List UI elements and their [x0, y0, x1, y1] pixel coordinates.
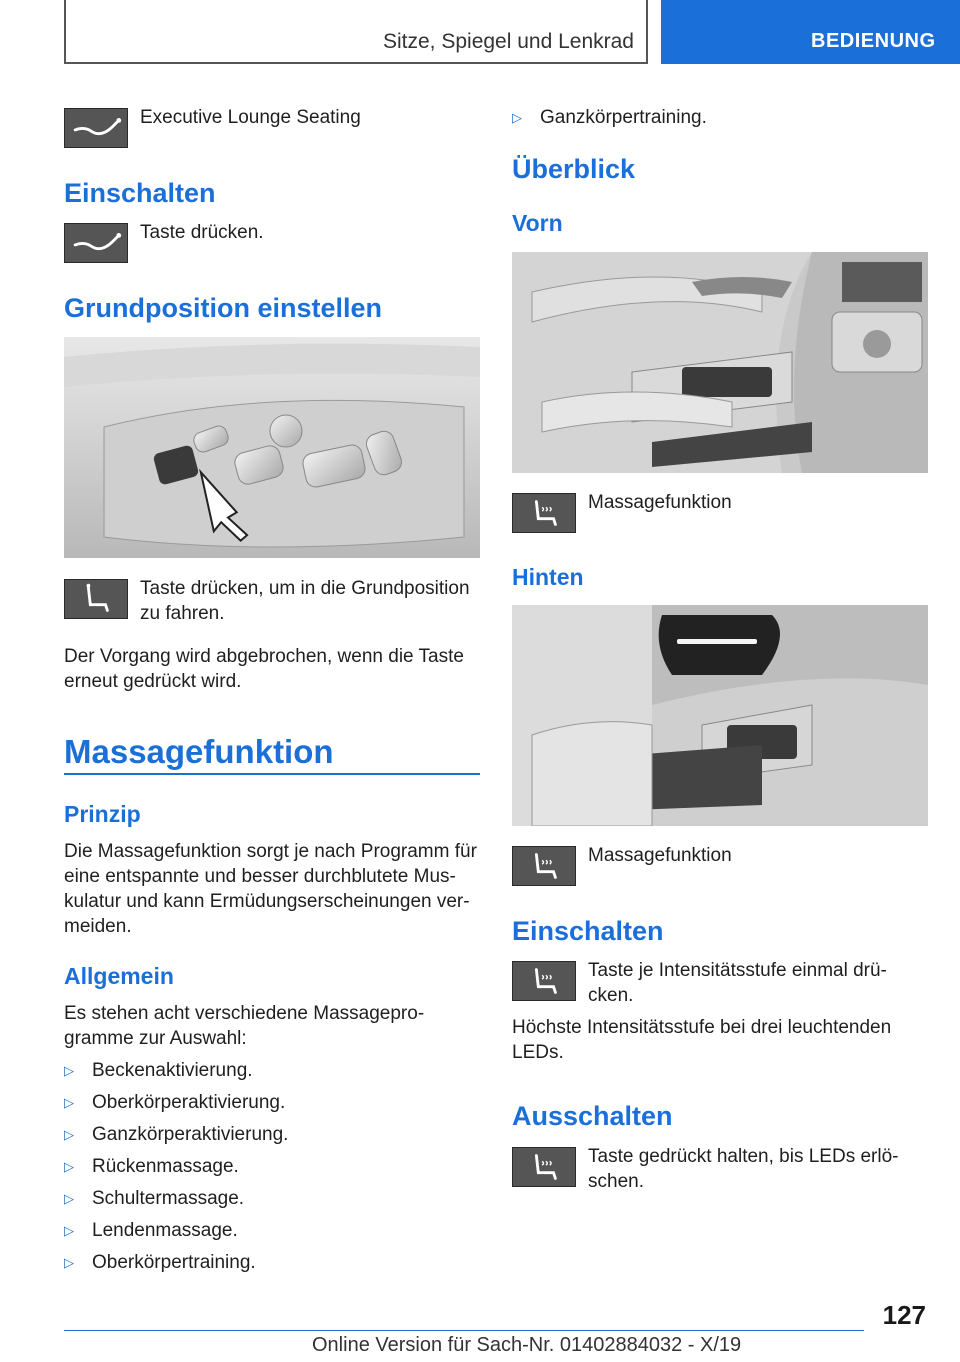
lounge-seat-icon [64, 108, 128, 148]
grundposition-caption-1: Taste drücken, um in die Grundposition [140, 578, 470, 599]
rear-door-photo [512, 605, 928, 826]
allgemein-line-2: gramme zur Auswahl: [64, 1028, 247, 1049]
allgemein-line-1: Es stehen acht verschiedene Massagepro- [64, 1003, 425, 1024]
triangle-bullet-icon: ▷ [64, 1159, 74, 1174]
basic-position-icon [64, 579, 128, 619]
chapter-tab[interactable] [661, 0, 960, 64]
triangle-bullet-icon: ▷ [64, 1127, 74, 1142]
lounge-seat-icon [64, 223, 128, 263]
prinzip-line-4: meiden. [64, 916, 132, 937]
prinzip-line-3: kulatur und kann Ermüdungserscheinungen ver- [64, 891, 470, 912]
abbruch-text-2: erneut gedrückt wird. [64, 671, 242, 692]
vorn-caption: Massagefunktion [588, 492, 732, 513]
online-version-text: Online Version für Sach-Nr. 01402884032 - X/19 [312, 1334, 742, 1356]
triangle-bullet-icon: ▷ [64, 1095, 74, 1110]
massage-heading: Massagefunktion [64, 733, 334, 770]
triangle-bullet-icon: ▷ [512, 110, 522, 125]
footer-rule [64, 1330, 864, 1331]
hinten-caption: Massagefunktion [588, 845, 732, 866]
einschalten-right-line-1: Taste je Intensitätsstufe einmal drü- [588, 960, 887, 981]
triangle-bullet-icon: ▷ [64, 1191, 74, 1206]
einschalten-heading-right: Einschalten [512, 916, 664, 946]
abbruch-text-1: Der Vorgang wird abgebrochen, wenn die Taste [64, 646, 464, 667]
massage-heading-rule [64, 773, 480, 775]
ausschalten-heading: Ausschalten [512, 1101, 673, 1131]
seat-controls-photo [64, 337, 480, 558]
einschalten-text-left: Taste drücken. [140, 222, 264, 243]
einschalten-right-line-2: cken. [588, 985, 634, 1006]
grundposition-caption-2: zu fahren. [140, 603, 225, 624]
hoechste-line-2: LEDs. [512, 1042, 564, 1063]
hoechste-line-1: Höchste Intensitätsstufe bei drei leuchtenden [512, 1017, 892, 1038]
grundposition-heading: Grundposition einstellen [64, 293, 383, 323]
massage-icon [512, 846, 576, 886]
ausschalten-line-1: Taste gedrückt halten, bis LEDs erlö- [588, 1146, 899, 1167]
chapter-label: BEDIENUNG [811, 30, 936, 52]
vorn-heading: Vorn [512, 210, 563, 236]
prinzip-line-1: Die Massagefunktion sorgt je nach Programm für [64, 841, 477, 862]
prinzip-heading: Prinzip [64, 801, 141, 827]
prinzip-line-2: eine entspannte und besser durchblutete Mus- [64, 866, 456, 887]
triangle-bullet-icon: ▷ [64, 1063, 74, 1078]
massage-icon [512, 1147, 576, 1187]
einschalten-heading-left: Einschalten [64, 178, 216, 208]
triangle-bullet-icon: ▷ [64, 1255, 74, 1270]
ausschalten-line-2: schen. [588, 1171, 644, 1192]
allgemein-heading: Allgemein [64, 963, 174, 989]
massage-icon [512, 961, 576, 1001]
page-number: 127 [882, 1300, 926, 1330]
hinten-heading: Hinten [512, 564, 584, 590]
section-title: Sitze, Spiegel und Lenkrad [382, 30, 634, 53]
massage-icon [512, 493, 576, 533]
exec-lounge-caption: Executive Lounge Seating [140, 107, 361, 128]
ueberblick-heading: Überblick [512, 154, 636, 184]
triangle-bullet-icon: ▷ [64, 1223, 74, 1238]
header-box [64, 0, 648, 64]
front-door-photo [512, 252, 928, 473]
